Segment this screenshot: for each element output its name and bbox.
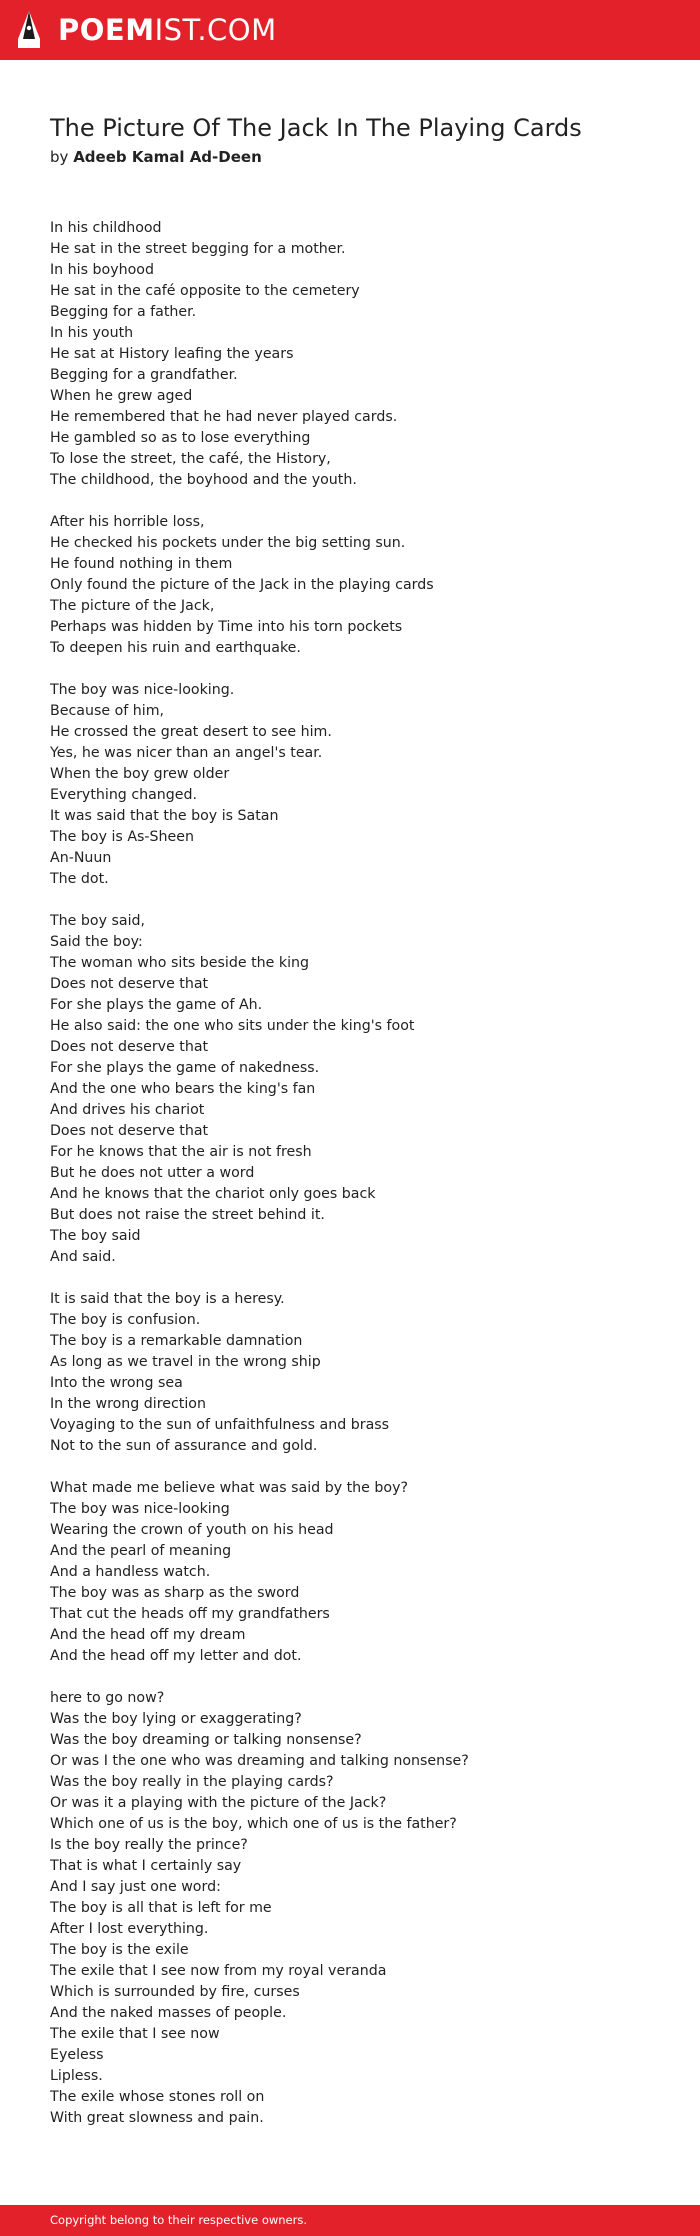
- poem-line: The exile that I see now from my royal veranda: [50, 1963, 387, 1979]
- poem-line: When he grew aged: [50, 388, 193, 404]
- poem-line: The exile whose stones roll on: [50, 2089, 265, 2105]
- poem-line: And the one who bears the king's fan: [50, 1081, 316, 1097]
- poem-line: That cut the heads off my grandfathers: [50, 1606, 330, 1622]
- site-logo-link[interactable]: [16, 8, 277, 52]
- poem-line: Into the wrong sea: [50, 1375, 183, 1391]
- brand-bold: POEM: [58, 13, 155, 47]
- poem-line: Which is surrounded by fire, curses: [50, 1984, 300, 2000]
- poem-author: Adeeb Kamal Ad-Deen: [73, 148, 262, 166]
- poem-line: In his youth: [50, 325, 134, 341]
- poem-line: He sat in the street begging for a mother.: [50, 241, 346, 257]
- poem-line: He also said: the one who sits under the king's foot: [50, 1018, 415, 1034]
- poem-line: And the naked masses of people.: [50, 2005, 287, 2021]
- poem-line: The exile that I see now: [50, 2026, 220, 2042]
- poem-line: The boy is the exile: [50, 1942, 189, 1958]
- copyright-notice: Copyright belong to their respective owners.: [50, 2213, 308, 2227]
- poem-line: He sat in the café opposite to the cemetery: [50, 283, 360, 299]
- poem-line: Wearing the crown of youth on his head: [50, 1522, 334, 1538]
- poem-line: For he knows that the air is not fresh: [50, 1144, 312, 1160]
- poem-body: [50, 218, 670, 2150]
- poem-line: Only found the picture of the Jack in the playing cards: [50, 577, 434, 593]
- poem-line: Begging for a grandfather.: [50, 367, 238, 383]
- poem-line: Because of him,: [50, 703, 165, 719]
- poem-line: That is what I certainly say: [50, 1858, 242, 1874]
- poem-line: here to go now?: [50, 1690, 165, 1706]
- site-header: [0, 0, 700, 60]
- poem-line: The childhood, the boyhood and the youth.: [50, 472, 357, 488]
- poem-line: As long as we travel in the wrong ship: [50, 1354, 321, 1370]
- poem-line: Does not deserve that: [50, 1123, 209, 1139]
- poem-line: Everything changed.: [50, 787, 198, 803]
- byline: [50, 148, 262, 166]
- poem-line: And a handless watch.: [50, 1564, 211, 1580]
- poem-stanza: [50, 911, 670, 1268]
- poem-line: For she plays the game of Ah.: [50, 997, 263, 1013]
- poem-line: But does not raise the street behind it.: [50, 1207, 325, 1223]
- poem-line: And the head off my dream: [50, 1627, 246, 1643]
- poem-line: And the pearl of meaning: [50, 1543, 232, 1559]
- poem-line: And drives his chariot: [50, 1102, 205, 1118]
- poem-line: The boy is As-Sheen: [50, 829, 194, 845]
- poem-line: The boy was nice-looking: [50, 1501, 230, 1517]
- poem-line: Or was I the one who was dreaming and talking nonsense?: [50, 1753, 469, 1769]
- poem-line: But he does not utter a word: [50, 1165, 255, 1181]
- poem-line: Not to the sun of assurance and gold.: [50, 1438, 318, 1454]
- poem-stanza: [50, 1688, 670, 2129]
- poem-line: Was the boy dreaming or talking nonsense?: [50, 1732, 362, 1748]
- poem-line: And I say just one word:: [50, 1879, 221, 1895]
- poem-line: Does not deserve that: [50, 1039, 209, 1055]
- poem-line: In the wrong direction: [50, 1396, 206, 1412]
- poem-line: He sat at History leafing the years: [50, 346, 294, 362]
- poem-line: What made me believe what was said by the boy?: [50, 1480, 409, 1496]
- poem-line: He checked his pockets under the big setting sun.: [50, 535, 406, 551]
- poem-line: Was the boy lying or exaggerating?: [50, 1711, 302, 1727]
- poem-line: Was the boy really in the playing cards?: [50, 1774, 334, 1790]
- brand-light: IST.COM: [154, 13, 277, 47]
- poem-line: The dot.: [50, 871, 109, 887]
- poem-line: Said the boy:: [50, 934, 143, 950]
- site-footer: [0, 2205, 700, 2236]
- poem-line: The boy was as sharp as the sword: [50, 1585, 300, 1601]
- poem-line: And the head off my letter and dot.: [50, 1648, 302, 1664]
- poem-line: With great slowness and pain.: [50, 2110, 264, 2126]
- poem-stanza: [50, 218, 670, 491]
- poem-line: In his childhood: [50, 220, 162, 236]
- poem-line: Voyaging to the sun of unfaithfulness and brass: [50, 1417, 390, 1433]
- poem-line: An-Nuun: [50, 850, 112, 866]
- poem-line: After his horrible loss,: [50, 514, 205, 530]
- poem-line: Yes, he was nicer than an angel's tear.: [50, 745, 323, 761]
- poem-line: The picture of the Jack,: [50, 598, 215, 614]
- poem-line: The boy said: [50, 1228, 141, 1244]
- poem-line: Which one of us is the boy, which one of us is the father?: [50, 1816, 457, 1832]
- poem-line: The boy was nice-looking.: [50, 682, 235, 698]
- poem-line: The boy is a remarkable damnation: [50, 1333, 303, 1349]
- poem-line: After I lost everything.: [50, 1921, 209, 1937]
- poem-line: The boy said,: [50, 913, 146, 929]
- poem-line: He found nothing in them: [50, 556, 233, 572]
- poem-line: He remembered that he had never played cards.: [50, 409, 398, 425]
- poem-line: The woman who sits beside the king: [50, 955, 310, 971]
- by-label: by: [50, 148, 69, 166]
- poem-line: Or was it a playing with the picture of the Jack?: [50, 1795, 387, 1811]
- poem-line: Eyeless: [50, 2047, 104, 2063]
- poem-line: In his boyhood: [50, 262, 154, 278]
- poem-line: Begging for a father.: [50, 304, 197, 320]
- poem-line: The boy is all that is left for me: [50, 1900, 272, 1916]
- poem-stanza: [50, 680, 670, 890]
- poem-stanza: [50, 1289, 670, 1457]
- poem-line: And he knows that the chariot only goes back: [50, 1186, 376, 1202]
- poem-line: To deepen his ruin and earthquake.: [50, 640, 301, 656]
- poem-line: The boy is confusion.: [50, 1312, 201, 1328]
- poem-line: Does not deserve that: [50, 976, 209, 992]
- poem-line: When the boy grew older: [50, 766, 230, 782]
- poem-line: Lipless.: [50, 2068, 103, 2084]
- poem-line: It is said that the boy is a heresy.: [50, 1291, 285, 1307]
- poem-line: To lose the street, the café, the History,: [50, 451, 331, 467]
- poem-line: It was said that the boy is Satan: [50, 808, 279, 824]
- poem-line: He gambled so as to lose everything: [50, 430, 311, 446]
- poem-title: The Picture Of The Jack In The Playing Cards: [50, 114, 582, 142]
- poem-line: Perhaps was hidden by Time into his torn pockets: [50, 619, 403, 635]
- site-logo-text: [58, 8, 277, 52]
- poem-line: For she plays the game of nakedness.: [50, 1060, 320, 1076]
- poem-stanza: [50, 1478, 670, 1667]
- poem-line: He crossed the great desert to see him.: [50, 724, 332, 740]
- pen-nib-icon: [16, 8, 42, 52]
- poem-line: And said.: [50, 1249, 116, 1265]
- poem-line: Is the boy really the prince?: [50, 1837, 248, 1853]
- poem-stanza: [50, 512, 670, 659]
